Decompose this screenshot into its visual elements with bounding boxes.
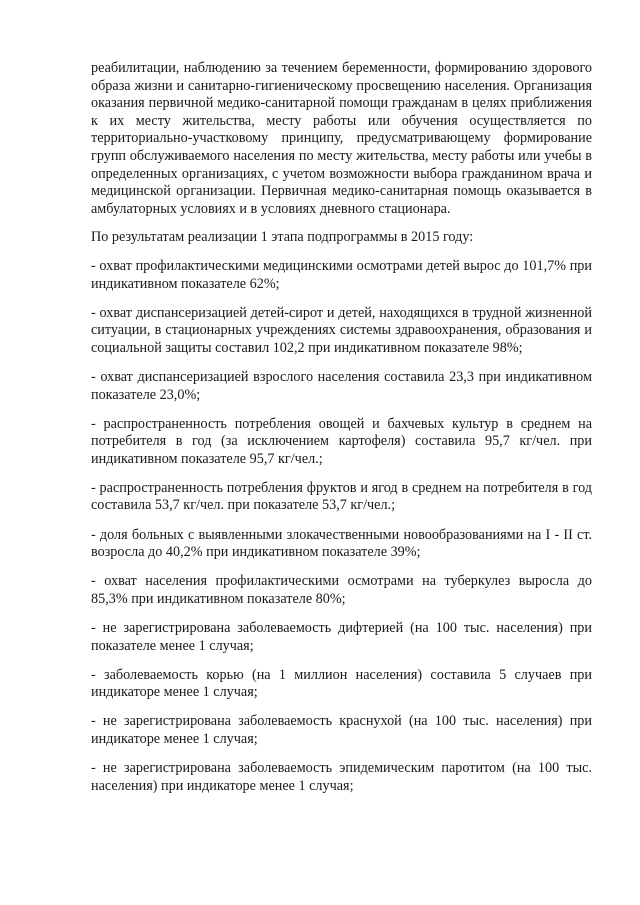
list-item: - не зарегистрирована заболеваемость эпидемическим паротитом (на 100 тыс. населения) при индикаторе менее 1 случая; [91, 760, 592, 794]
list-item: - распространенность потребления фруктов и ягод в среднем на потребителя в год составила 53,7 кг/чел. при показателе 53,7 кг/чел.; [91, 479, 592, 514]
list-item: - распространенность потребления овощей и бахчевых культур в среднем на потребителя в год (за исключением картофеля) составила 95,7 кг/чел. при индикативном показателе 95,7 кг/чел.; [91, 415, 592, 467]
paragraph-results-heading: По результатам реализации 1 этапа подпрограммы в 2015 году: [91, 229, 474, 246]
list-item: - охват профилактическими медицинскими осмотрами детей вырос до 101,7% при индикативном показателе 62%; [91, 257, 592, 292]
paragraph-intro-text: реабилитации, наблюдению за течением беременности, формированию здорового образа жизни и санитарно-гигиеническому просвещению населения. Организация оказания первичной медико-санитарной помощи гражданам в целях приближения к их месту жительства, месту работы или обучения осуществляется по территориально-участковому принципу, предусматривающему формирование групп обслуживаемого населения по месту жительства, месту работы или учебы в определенных организациях, с учетом возможности выбора гражданином врача и медицинской организации. Первичная медико-санитарная помощь оказывается в амбулаторных условиях и в условиях дневного стационара. [91, 60, 592, 217]
list-item: - охват диспансеризацией детей-сирот и детей, находящихся в трудной жизненной ситуации, в стационарных учреждениях системы здравоохранения, образования и социальной защиты составил 102,2 при индикативном показателе 98%; [91, 304, 592, 356]
list-item: - охват населения профилактическими осмотрами на туберкулез выросла до 85,3% при индикативном показателе 80%; [91, 573, 592, 607]
list-item: - не зарегистрирована заболеваемость дифтерией (на 100 тыс. населения) при показателе менее 1 случая; [91, 619, 592, 654]
list-item: - доля больных с выявленными злокачественными новообразованиями на I - II ст. возросла до 40,2% при индикативном показателе 39%; [91, 526, 592, 561]
list-item: - заболеваемость корью (на 1 миллион населения) составила 5 случаев при индикаторе менее 1 случая; [91, 666, 592, 701]
list-item: - не зарегистрирована заболеваемость краснухой (на 100 тыс. населения) при индикаторе менее 1 случая; [91, 713, 592, 747]
list-item: - охват диспансеризацией взрослого населения составила 23,3 при индикативном показателе 23,0%; [91, 368, 592, 403]
